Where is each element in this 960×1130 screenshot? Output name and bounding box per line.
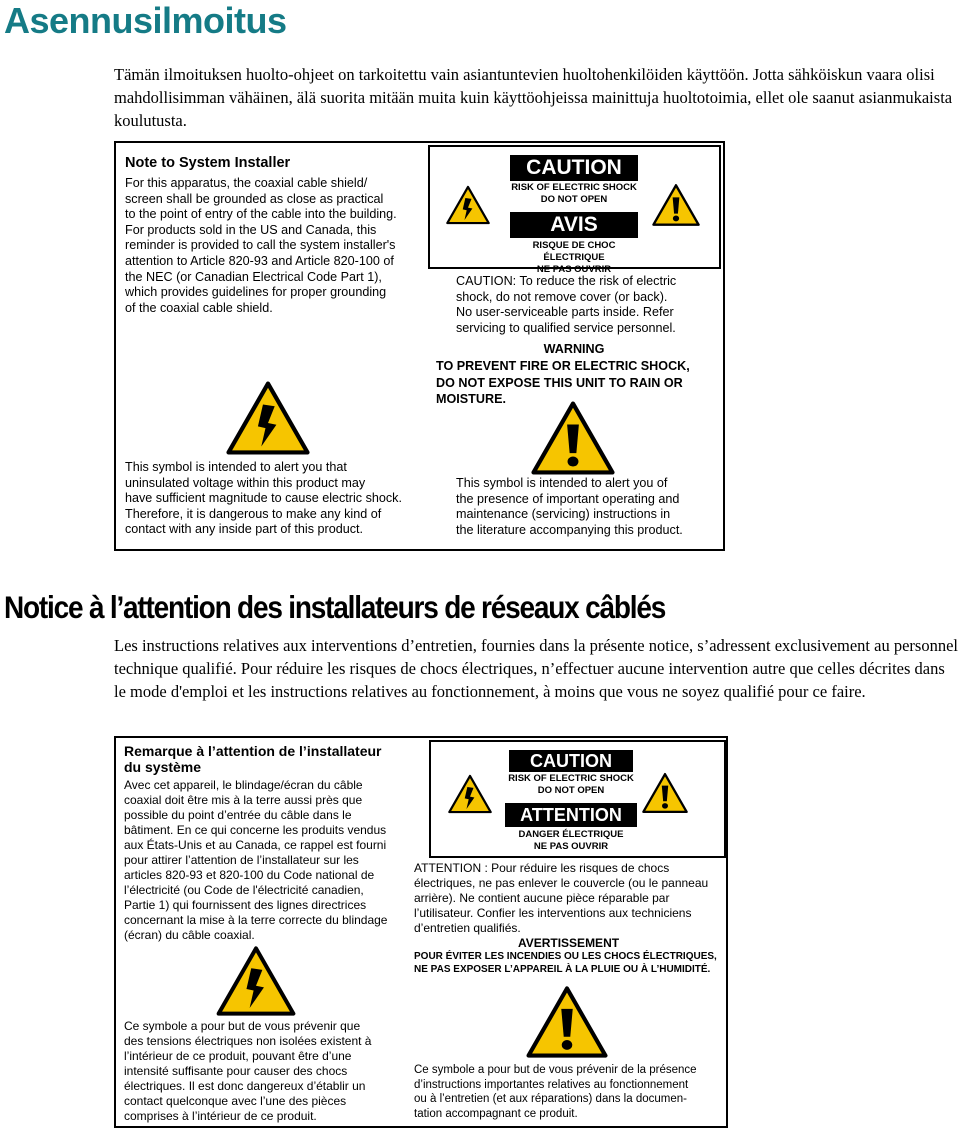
caution-heading: CAUTION <box>510 155 638 181</box>
attention-text: ATTENTION : Pour réduire les risques de chocs électriques, ne pas enlever le couvercle (ou le panneau arrière). Ne contient aucune pièce réparable par l’utilisateur. Confier les interventions aux techniciens d’entretien qualifiés. <box>414 861 709 935</box>
note-body: For this apparatus, the coaxial cable shield/ screen shall be grounded as close as practical to the point of entry of the cable into the building. For products sold in the US and Canada, this reminder is provided to call the system installer's attention to Article 820-93 and Article 820-100 of the NEC (or Canadian Electrical Code Part 1), which provides guidelines for proper grounding of the coaxial cable shield. <box>125 176 397 315</box>
exclamation-symbol-text: This symbol is intended to alert you of the presence of important operating and maintenance (servicing) instructions in the literature accompanying this product. <box>456 476 683 537</box>
caution-heading: CAUTION <box>509 750 633 772</box>
installer-notice-label-en <box>114 141 725 551</box>
attention-heading: ATTENTION <box>505 803 637 827</box>
fr-intro-paragraph: Les instructions relatives aux interventions d’entretien, fournies dans la présente notice, s’adressent exclusivement au personnel technique qualifié. Pour réduire les risques de chocs électriques, n’effectuer aucune intervention autre que celles décrites dans le mode d'emploi et les instructions relatives au fonctionnement, à moins que vous ne soyez qualifié pour ce faire. <box>114 636 958 701</box>
page-title: Asennusilmoitus <box>4 0 287 41</box>
warning-heading: AVERTISSEMENT <box>517 936 620 950</box>
exclamation-warning-icon <box>642 772 688 814</box>
voltage-symbol-text: This symbol is intended to alert you that uninsulated voltage within this product may have sufficient magnitude to cause electric shock. Therefore, it is dangerous to make any kind of contact with any inside part of this product. <box>125 460 402 537</box>
warning-body: POUR ÉVITER LES INCENDIES OU LES CHOCS ÉLECTRIQUES, NE PAS EXPOSER L’APPAREIL À LA PLUIE OU À L’HUMIDITÉ. <box>414 951 717 975</box>
warning-body: TO PREVENT FIRE OR ELECTRIC SHOCK, DO NOT EXPOSE THIS UNIT TO RAIN OR MOISTURE. <box>436 359 690 406</box>
attention-sub: DANGER ÉLECTRIQUE NE PAS OUVRIR <box>518 829 624 852</box>
voltage-symbol-text: Ce symbole a pour but de vous prévenir que des tensions électriques non isolées existent à l’intérieur de ce produit, pouvant être d’une intensité suffisante pour causer des chocs électriques. Il est donc dangereux d’établir un contact quelconque avec l’une des pièces comprises à l’intérieur de ce produit. <box>124 1019 372 1123</box>
caution-sub: RISK OF ELECTRIC SHOCK DO NOT OPEN <box>508 773 634 796</box>
note-title: Note to System Installer <box>125 155 291 171</box>
intro-paragraph: Tämän ilmoituksen huolto-ohjeet on tarkoitettu vain asiantuntevien huoltohenkilöiden käyttöön. Jotta sähköiskun vaara olisi mahdollisimman vähäinen, älä suorita mitään muita kuin käyttöohjeissa mainittuja huoltotoimia, ellet ole saanut asianmukaista koulutusta. <box>114 65 953 130</box>
installer-notice-label-fr <box>114 736 728 1128</box>
avis-heading: AVIS <box>510 212 638 238</box>
lightning-warning-icon <box>446 185 490 225</box>
lightning-warning-icon <box>226 381 310 455</box>
section-heading-fr: Notice à l’attention des installateurs de réseaux câblés <box>4 590 666 625</box>
exclamation-warning-icon <box>652 183 700 227</box>
caution-text: CAUTION: To reduce the risk of electric shock, do not remove cover (or back). No user-serviceable parts inside. Refer servicing to qualified service personnel. <box>456 274 677 335</box>
exclamation-symbol-text: Ce symbole a pour but de vous prévenir de la présence d’instructions importantes relatives au fonctionnement ou à l’entretien (et aux réparations) dans la documen- tation accompagnant ce produit. <box>414 1064 697 1120</box>
lightning-warning-icon <box>448 774 492 814</box>
note-title: Remarque à l’attention de l’installateur du système <box>124 743 382 775</box>
exclamation-warning-icon <box>531 401 615 475</box>
exclamation-warning-icon <box>526 986 608 1058</box>
avis-sub: RISQUE DE CHOC ÉLECTRIQUE NE PAS OUVRIR <box>532 240 616 275</box>
warning-heading: WARNING <box>543 342 605 356</box>
caution-sub: RISK OF ELECTRIC SHOCK DO NOT OPEN <box>511 182 637 205</box>
note-body: Avec cet appareil, le blindage/écran du câble coaxial doit être mis à la terre aussi près que possible du point d’entrée du câble dans le bâtiment. En ce qui concerne les produits vendus aux États-Unis et au Canada, ce rappel est fourni pour attirer l’attention de l’installateur sur les articles 820-93 et 820-100 du Code national de l’électricité (ou Code de l'électricité canadien, Partie 1) qui fournissent des lignes directrices concernant la mise à la terre correcte du blindage (écran) du câble coaxial. <box>124 778 388 942</box>
lightning-warning-icon <box>216 946 296 1016</box>
